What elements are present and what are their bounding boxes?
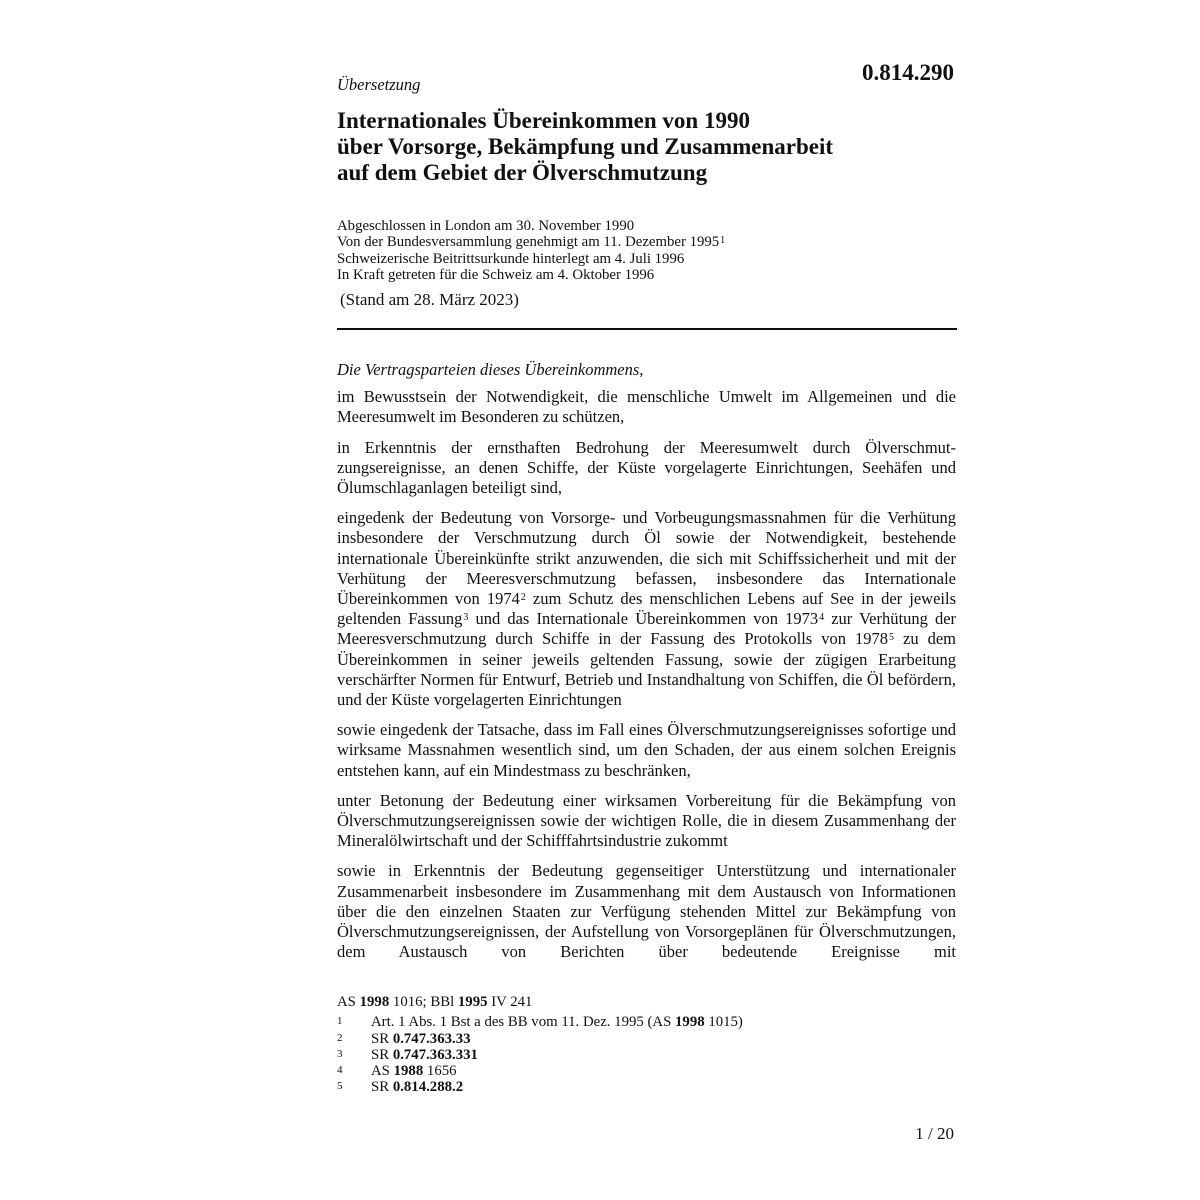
paragraph: im Bewusstsein der Notwendigkeit, die menschliche Umwelt im Allgemeinen und die Meeresumwelt im Besonderen zu schützen, [337,387,956,427]
page-number: 1 / 20 [915,1124,954,1143]
concluded-date: Abgeschlossen in London am 30. November 1990 [337,218,635,234]
document-page [337,0,956,1200]
footnote-number: 1 [337,1015,343,1028]
header-divider [337,328,957,330]
footnote-number: 3 [337,1047,343,1060]
sr-link[interactable]: 0.747.363.331 [392,1046,478,1063]
preamble-body [337,360,956,972]
footnote-number: 2 [337,1031,343,1044]
preamble-heading: Die Vertragsparteien dieses Übereinkommens, [337,360,644,379]
status-date: (Stand am 28. März 2023) [340,290,519,309]
footnote-ref[interactable]: 1 [720,235,726,247]
footnote-ref[interactable]: 4 [819,612,825,624]
translation-label: Übersetzung [337,75,421,94]
footnote-number: 4 [337,1064,343,1077]
paragraph: sowie eingedenk der Tatsache, dass im Fall eines Ölverschmutzungsereignisses sofortige und wirksame Massnahmen wesentlich sind, um den Schaden, der aus einem solchen Ereignis entstehen kann, auf ein Mindestmass zu beschränken, [337,720,956,780]
footnote-ref[interactable]: 2 [520,592,526,604]
sr-number: 0.814.290 [862,60,954,85]
in-force-date: In Kraft getreten für die Schweiz am 4. Oktober 1996 [337,266,655,283]
footnote-item: 5 SR 0.814.288.2 [337,1079,464,1096]
footnote-ref[interactable]: 3 [463,612,469,624]
title-line: über Vorsorge, Bekämpfung und Zusammenarbeit [337,134,834,159]
document-title [337,108,833,186]
paragraph: eingedenk der Bedeutung von Vorsorge- und Vorbeugungsmassnahmen für die Verhütung insbesondere der Verschmutzung durch Öl sowie der Notwendigkeit, bestehende internationale Übereinkünfte strikt anzuwenden, die sich mit Schiffssicherheit und mit der Verhütung der Meeresverschmutzung befassen, insbesondere das Internationale Übereinkommen von 1974$^2$ zum Schutz des menschlichen Lebens auf See in der jeweils geltenden Fassung$^3$ und das Internationale Übereinkommen von 1973$^4$ zur Verhütung der Meeresverschmutzung durch Schiffe in der Fassung des Protokolls von 1978$^5$ zu dem Übereinkommen in seiner jeweils geltenden Fassung, sowie der zügigen Erarbeitung verschärfter Normen für Entwurf, Betrieb und Instandhaltung von Schiffen, die Öl befördern, und der Küste vorgelagerten Einrichtungen [337,508,957,710]
footnote-item: 1 Art. 1 Abs. 1 Bst a des BB vom 11. Dez. 1995 (AS 1998 1015) [337,1014,743,1031]
title-line: Internationales Übereinkommen von 1990 [337,108,750,133]
footnote-item: 2 SR 0.747.363.33 [337,1030,471,1047]
paragraph: in Erkenntnis der ernsthaften Bedrohung der Meeresumwelt durch Ölverschmutzungsereignisse, an denen Schiffe, der Küste vorgelagerte Einrichtungen, Seehäfen und Ölumschlaganlagen beteiligt sind, [337,437,956,498]
footnote-item: 3 SR 0.747.363.331 [337,1046,478,1063]
footnote-item: 4 AS 1988 1656 [337,1063,457,1080]
deposited-date: Schweizerische Beitrittsurkunde hinterlegt am 4. Juli 1996 [337,250,685,267]
footnote-number: 5 [337,1080,343,1093]
document-metadata [337,218,725,283]
sr-link[interactable]: 0.747.363.33 [392,1030,471,1047]
source-reference: AS 1998 1016; BBl 1995 IV 241 [337,994,533,1010]
paragraph: unter Betonung der Bedeutung einer wirksamen Vorbereitung für die Bekämpfung von Ölverschmutzungsereignissen sowie der wichtigen Rolle, die in diesem Zusammenhang der Mineralölwirtschaft und der Schifffahrtsindustrie zukommt [337,790,956,851]
approved-date: Von der Bundesversammlung genehmigt am 11. Dezember 1995$^1$ [337,234,726,251]
sr-link[interactable]: 0.814.288.2 [392,1079,464,1096]
footnotes [337,994,743,1096]
title-line: auf dem Gebiet der Ölverschmutzung [337,160,708,185]
footnote-ref[interactable]: 5 [888,632,894,644]
paragraph: sowie in Erkenntnis der Bedeutung gegenseitiger Unterstützung und internationaler Zusammenarbeit insbesondere im Zusammenhang mit dem Austausch von Informationen über die den einzelnen Staaten zur Verfügung stehenden Mittel zur Bekämpfung von Ölverschmutzungsereignissen, der Aufstellung von Vorsorgeplänen für Ölverschmutzungen, dem Austausch von Berichten über bedeutende Ereignisse mit [337,861,956,962]
